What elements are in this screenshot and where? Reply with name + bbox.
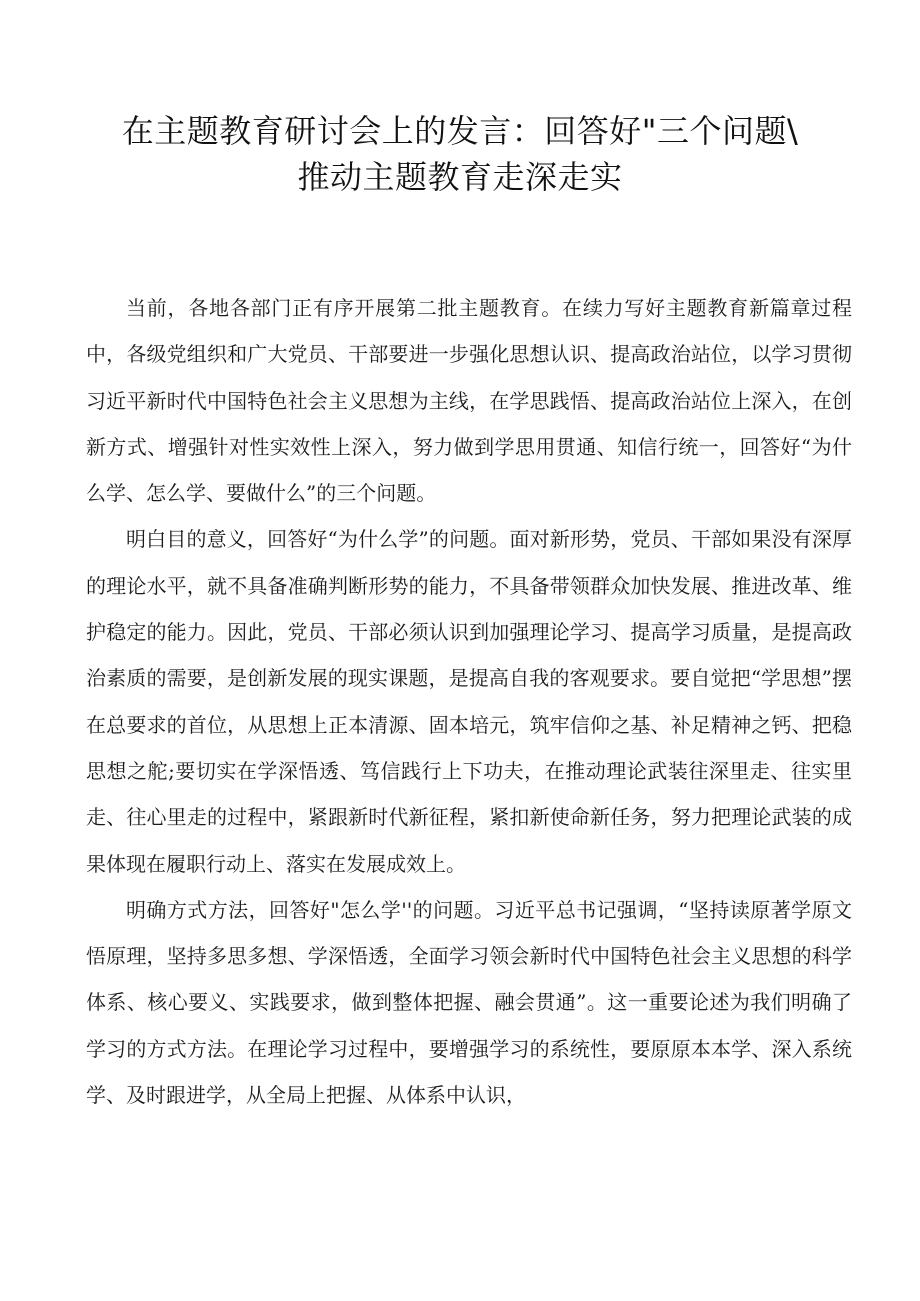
title-line-2: 推动主题教育走深走实 (297, 158, 623, 196)
paragraph-why-learn: 明白目的意义，回答好“为什么学”的问题。面对新形势，党员、干部如果没有深厚的理论水平，就不具备准确判断形势的能力，不具备带领群众加快发展、推进改革、维护稳定的能力。因此，党员、干部必须认识到加强理论学习、提高学习质量，是提高政治素质的需要，是创新发展的现实课题，是提高自我的客观要求。要自觉把“学思想”摆在总要求的首位，从思想上正本清源、固本培元，筑牢信仰之基、补足精神之钙、把稳思想之舵;要切实在学深悟透、笃信践行上下功夫，在推动理论武装往深里走、往实里走、往心里走的过程中，紧跟新时代新征程，紧扣新使命新任务，努力把理论武装的成果体现在履职行动上、落实在发展成效上。 (86, 527, 852, 876)
document-body (86, 285, 852, 1118)
title-line-1: 在主题教育研讨会上的发言：回答好"三个问题\ (121, 112, 799, 150)
paragraph-intro: 当前，各地各部门正有序开展第二批主题教育。在续力写好主题教育新篇章过程中，各级党组织和广大党员、干部要进一步强化思想认识、提高政治站位，以学习贯彻习近平新时代中国特色社会主义思想为主线，在学思践悟、提高政治站位上深入，在创新方式、增强针对性实效性上深入，努力做到学思用贯通、知信行统一，回答好“为什么学、怎么学、要做什么”的三个问题。 (86, 296, 852, 506)
document-title (60, 108, 860, 200)
paragraph-how-learn: 明确方式方法，回答好"怎么学''的问题。习近平总书记强调，“坚持读原著学原文悟原理，坚持多思多想、学深悟透，全面学习领会新时代中国特色社会主义思想的科学体系、核心要义、实践要求，做到整体把握、融会贯通”。这一重要论述为我们明确了学习的方式方法。在理论学习过程中，要增强学习的系统性，要原原本本学、深入系统学、及时跟进学，从全局上把握、从体系中认识， (86, 897, 852, 1108)
